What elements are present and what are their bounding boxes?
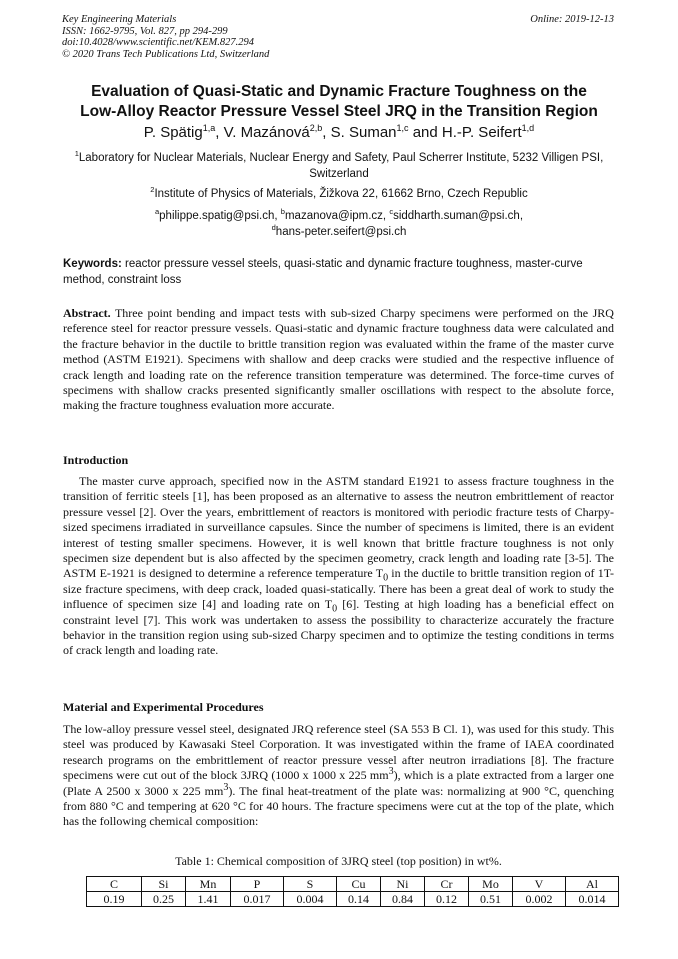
- email-d[interactable]: hans-peter.seifert@psi.ch: [275, 226, 407, 238]
- affiliation-2-sup: 2: [150, 185, 155, 195]
- email-c[interactable]: siddharth.suman@psi.ch,: [393, 210, 524, 222]
- copyright-line: © 2020 Trans Tech Publications Ltd, Switzerland: [62, 48, 270, 60]
- author-sup: 2,b: [309, 123, 323, 133]
- table-cell: 0.14: [337, 892, 381, 907]
- section-heading-materials: Material and Experimental Procedures: [63, 700, 264, 714]
- title-line-1: Evaluation of Quasi-Static and Dynamic Fracture Toughness on the: [91, 83, 587, 100]
- table-header-cell: Mn: [186, 877, 231, 892]
- doi-line[interactable]: doi:10.4028/www.scientific.net/KEM.827.294: [62, 37, 254, 48]
- introduction-paragraph: The master curve approach, specified now in the ASTM standard E1921 to assess fracture toughness in the transition of ferritic steels [1], has been proposed as an alternative to assess the neutron embrittlement of reactor pressure vessel [2]. Over the years, embrittlement of reactors is monitored with periodic fracture tests of Charpy-sized specimens irradiated in surveillance capsules. Since the number of specimens is limited, there is an evident interest of testing smaller specimens. However, it is well known that brittle fracture toughness is not only specimen size dependent but is also affected by the specimen geometry, crack length and loading rate [3-5]. The ASTM E-1921 is designed to determine a reference temperature $T_0$ in the ductile to brittle transition region of 1T-size fracture specimens, with deep crack, loaded quasi-statically. There has been a great deal of work to study the influence of specimen size [4] and loading rate on $T_0$ [6]. Testing at high loading has a beneficial effect on constraint level [7]. This work was undertaken to assess the possibility to characterize accurately the fracture behavior in the transition region using sub-sized Charpy specimen and to optimize the testing conditions in terms of crack length and loading rate.: [63, 474, 614, 658]
- table-caption: Table 1: Chemical composition of 3JRQ steel (top position) in wt%.: [175, 854, 502, 868]
- journal-header: [62, 14, 269, 60]
- table-header-cell: Cr: [425, 877, 469, 892]
- table-header-cell: Mo: [469, 877, 513, 892]
- table-header-cell: P: [231, 877, 284, 892]
- table-header-cell: V: [513, 877, 566, 892]
- chemical-composition-table: [86, 876, 619, 907]
- table-cell: 0.017: [231, 892, 284, 907]
- title-line-2: Low-Alloy Reactor Pressure Vessel Steel JRQ in the Transition Region: [80, 103, 598, 120]
- affiliation-1-text: Laboratory for Nuclear Materials, Nuclear Energy and Safety, Paul Scherrer Institute, 5232 Villigen PSI, Switzerland: [78, 152, 604, 180]
- issn-line: ISSN: 1662-9795, Vol. 827, pp 294-299: [62, 25, 228, 37]
- online-date: Online: 2019-12-13: [530, 14, 614, 25]
- affiliation-1: [60, 150, 618, 182]
- email-b[interactable]: mazanova@ipm.cz,: [284, 210, 387, 222]
- table-header-cell: C: [87, 877, 142, 892]
- affiliation-2-text: Institute of Physics of Materials, Žižkova 22, 61662 Brno, Czech Republic: [154, 188, 528, 200]
- table-header-cell: S: [284, 877, 337, 892]
- section-heading-introduction: Introduction: [63, 453, 129, 467]
- keywords-text: reactor pressure vessel steels, quasi-static and dynamic fracture toughness, master-curve method, constraint loss: [63, 258, 583, 286]
- author-name: V. Mazánová: [223, 124, 310, 141]
- table-cell: 0.002: [513, 892, 566, 907]
- author-name: P. Spätig: [143, 124, 203, 141]
- abstract: [63, 306, 614, 414]
- table-cell: 0.004: [284, 892, 337, 907]
- table-cell: 0.014: [566, 892, 619, 907]
- materials-paragraph: The low-alloy pressure vessel steel, designated JRQ reference steel (SA 553 B Cl. 1), was used for this study. This steel was produced by Kawasaki Steel Corporation. It was investigated within the frame of IAEA coordinated research programs on the embrittlement of reactor pressure vessel after neutron irradiations [8]. The fracture specimens were cut out of the block 3JRQ (1000 x 1000 x 225 $mm^3$), which is a plate extracted from a larger one (Plate A 2500 x 3000 x 225 $mm^3$). The final heat-treatment of the plate was: normalizing at 900 °C, quenching from 880 °C and tempering at 620 °C for 40 hours. The fracture specimens were cut at the top of the plate, which has the following chemical composition:: [63, 722, 615, 829]
- table-cell: 1.41: [186, 892, 231, 907]
- email-list: $^a$philippe.spatig@psi.ch, $^b$mazanova@ipm.cz, $^c$siddharth.suman@psi.ch, $^d$hans-peter.seifert@psi.ch: [154, 207, 524, 238]
- author-sup: 1,c: [396, 123, 409, 133]
- affiliation-2: [60, 186, 618, 202]
- table-cell: 0.84: [381, 892, 425, 907]
- author-name: S. Suman: [330, 124, 397, 141]
- table-header-row: [87, 877, 619, 892]
- paper-title: [40, 82, 638, 122]
- table-cell: 0.19: [87, 892, 142, 907]
- author-name: H.-P. Seifert: [441, 124, 522, 141]
- table-cell: 0.12: [425, 892, 469, 907]
- abstract-label: Abstract.: [63, 306, 111, 320]
- email-a[interactable]: philippe.spatig@psi.ch,: [159, 210, 278, 222]
- table-row: [87, 892, 619, 907]
- table-header-cell: Ni: [381, 877, 425, 892]
- author-sup: 1,a: [202, 123, 216, 133]
- table-cell: 0.25: [142, 892, 186, 907]
- author-list: P. Spätig$^{1,a}$, V. Mazánová$^{2,b}$, S. Suman$^{1,c}$ and H.-P. Seifert$^{1,d}$: [143, 123, 535, 141]
- table-cell: 0.51: [469, 892, 513, 907]
- keywords: [63, 256, 615, 288]
- affiliation-1-sup: 1: [74, 149, 79, 159]
- table-header-cell: Al: [566, 877, 619, 892]
- author-sup: 1,d: [521, 123, 535, 133]
- abstract-text: Three point bending and impact tests with sub-sized Charpy specimens were performed on the JRQ reference steel for reactor pressure vessels. Quasi-static and dynamic fracture toughness data were calculated and the fracture behavior in the ductile to brittle transition region was evaluated within the frame of the master curve method (ASTM E1921). Specimens with shallow and deep cracks were studied and the respective influence of crack length and loading rate on the reference transition temperature was determined. The force-time curves of specimens with shallow cracks presented significantly smaller oscillations with respect to the absolute force, making the fracture toughness evaluation more accurate.: [63, 306, 614, 413]
- table-header-cell: Cu: [337, 877, 381, 892]
- keywords-label: Keywords:: [63, 258, 122, 270]
- table-header-cell: Si: [142, 877, 186, 892]
- journal-name: Key Engineering Materials: [62, 14, 177, 25]
